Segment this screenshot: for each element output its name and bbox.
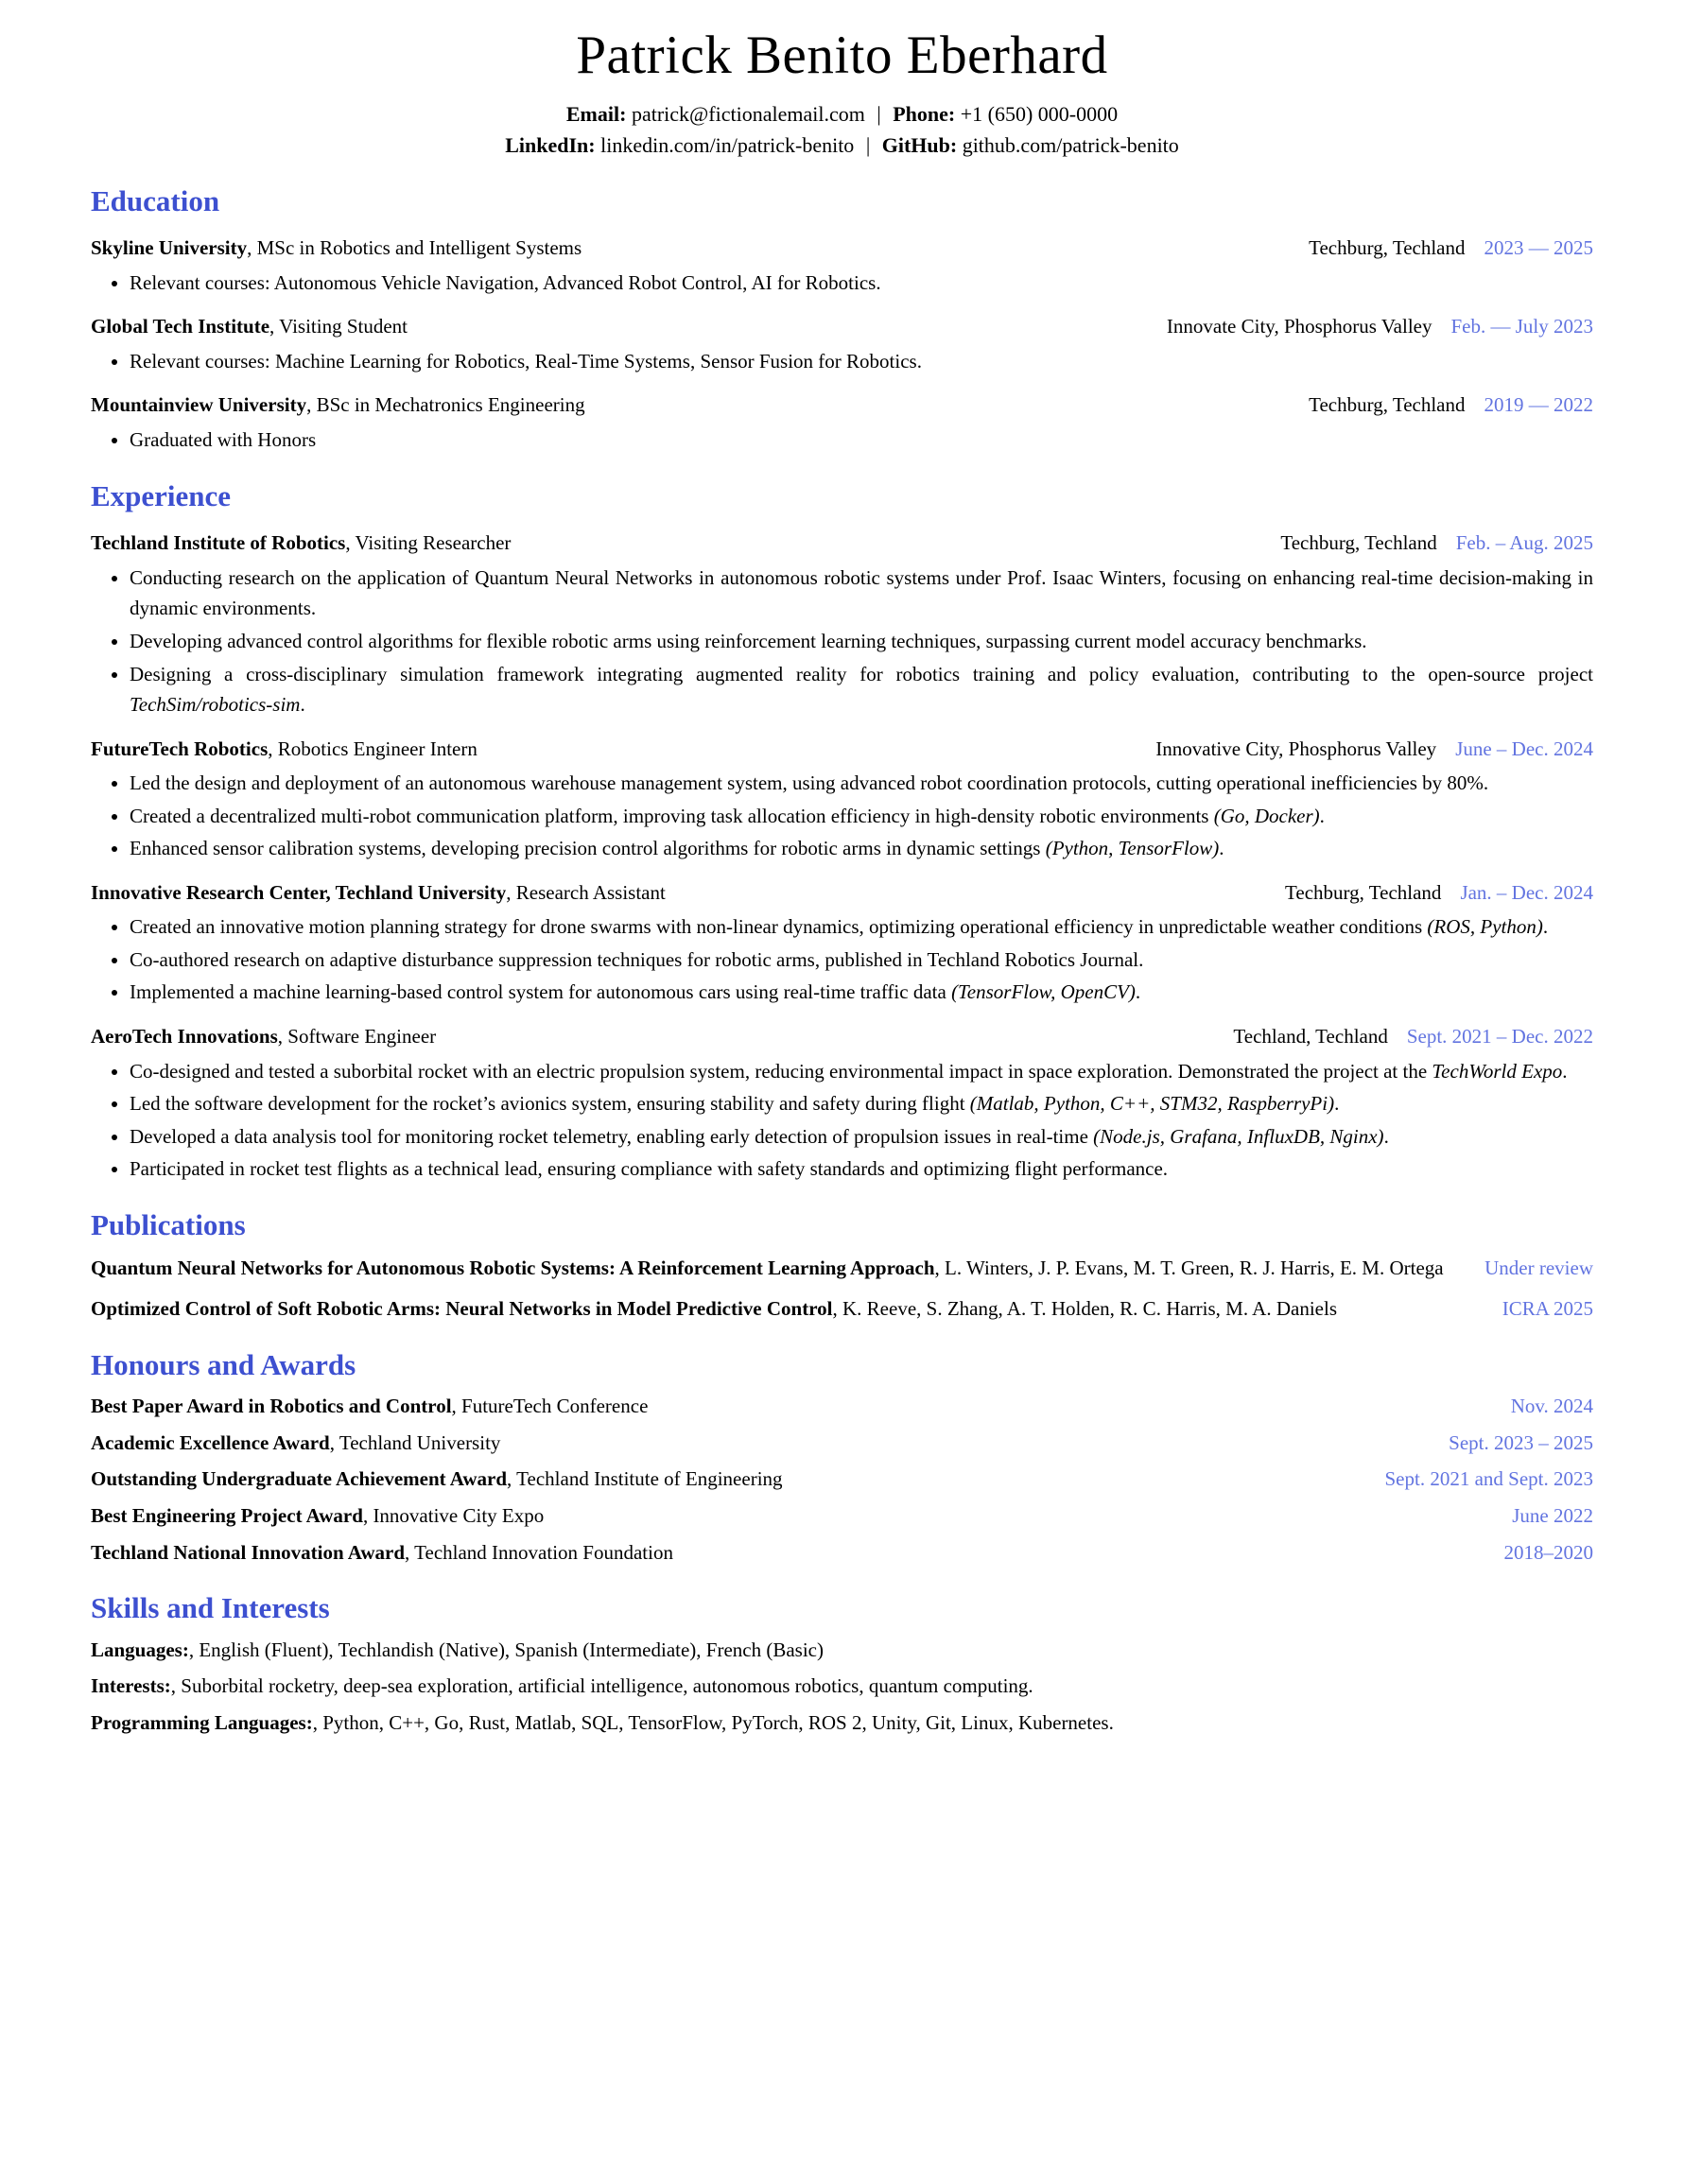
publication-authors: , L. Winters, J. P. Evans, M. T. Green, R. J. Harris, E. M. Ortega xyxy=(934,1257,1444,1280)
role-detail: , Research Assistant xyxy=(506,880,666,904)
section-publications xyxy=(91,1207,1593,1325)
bullet-item: • Designing a cross-disciplinary simulation framework integrating augmented reality for robotics training and policy evaluation, contributing to the open-source project TechSim/robotics-sim. xyxy=(130,659,1593,720)
company-name: FutureTech Robotics xyxy=(91,737,269,760)
award-row xyxy=(91,1464,1593,1495)
experience-entry xyxy=(91,877,1593,1008)
publication-item xyxy=(91,1293,1593,1325)
award-date: Sept. 2021 and Sept. 2023 xyxy=(1384,1467,1593,1491)
award-name: Best Paper Award in Robotics and Control xyxy=(91,1395,452,1418)
institution-name: Global Tech Institute xyxy=(91,315,270,338)
header xyxy=(91,25,1593,161)
award-date: 2018–2020 xyxy=(1503,1540,1593,1564)
institution-name: Mountainview University xyxy=(91,393,307,417)
skills-row-label: Interests: xyxy=(91,1674,171,1698)
section-skills xyxy=(91,1590,1593,1738)
bullet-item: • Created an innovative motion planning strategy for drone swarms with non-linear dynamics, optimizing operational efficiency in unpredictable weather conditions (ROS, Python). xyxy=(130,911,1593,943)
bullet-list xyxy=(91,1056,1593,1185)
publication-text xyxy=(91,1293,1593,1325)
company-name: AeroTech Innovations xyxy=(91,1024,278,1048)
entry-header xyxy=(91,528,1593,559)
bullet-item: • Led the software development for the rocket’s avionics system, ensuring stability and safety during flight (Matlab, Python, C++, STM32, RaspberryPi). xyxy=(130,1088,1593,1119)
entry-meta xyxy=(1167,311,1593,342)
contact-line-2 xyxy=(91,130,1593,161)
location: Innovate City, Phosphorus Valley xyxy=(1166,315,1432,338)
award-name: Outstanding Undergraduate Achievement Award xyxy=(91,1467,508,1491)
section-title-awards: Honours and Awards xyxy=(91,1347,356,1381)
award-name: Techland National Innovation Award xyxy=(91,1540,406,1564)
publication-status: Under review xyxy=(1475,1253,1593,1284)
experience-entry xyxy=(91,734,1593,864)
bullet-item: • Co-designed and tested a suborbital rocket with an electric propulsion system, reducing environmental impact in space exploration. Demonstrated the project at the TechWorld Expo. xyxy=(130,1056,1593,1087)
section-education xyxy=(91,183,1593,456)
award-date: Sept. 2023 – 2025 xyxy=(1449,1430,1593,1454)
section-experience xyxy=(91,478,1593,1185)
publication-title: Optimized Control of Soft Robotic Arms: Neural Networks in Model Predictive Control xyxy=(91,1297,833,1321)
entry-meta xyxy=(1309,390,1593,421)
degree-detail: , Visiting Student xyxy=(269,315,408,338)
location: Techburg, Techland xyxy=(1280,531,1437,555)
entry-header xyxy=(91,233,1593,264)
bullet-list xyxy=(91,425,1593,456)
role-detail: , Robotics Engineer Intern xyxy=(268,737,477,760)
entry-header xyxy=(91,734,1593,765)
award-row xyxy=(91,1537,1593,1569)
bullet-item: • Conducting research on the application of Quantum Neural Networks in autonomous robotic systems under Prof. Isaac Winters, focusing on enhancing real-time decision-making in dynamic environments. xyxy=(130,563,1593,624)
award-org: , Techland Institute of Engineering xyxy=(507,1467,783,1491)
skills-languages-row xyxy=(91,1635,1593,1666)
publication-authors: , K. Reeve, S. Zhang, A. T. Holden, R. C. Harris, M. A. Daniels xyxy=(832,1297,1338,1321)
entry-title xyxy=(91,311,408,342)
skills-row-label: Programming Languages: xyxy=(91,1710,313,1734)
bullet-list xyxy=(91,268,1593,299)
contact-line-1 xyxy=(91,98,1593,130)
linkedin-value: linkedin.com/in/patrick-benito xyxy=(600,132,855,157)
experience-entry xyxy=(91,1021,1593,1185)
skills-programming-row xyxy=(91,1707,1593,1739)
entry-header xyxy=(91,390,1593,421)
award-title xyxy=(91,1464,783,1495)
degree-detail: , MSc in Robotics and Intelligent Systems xyxy=(247,236,582,260)
experience-entry xyxy=(91,528,1593,719)
location: Techburg, Techland xyxy=(1309,393,1466,417)
bullet-item: • Graduated with Honors xyxy=(130,425,1593,456)
phone-value: +1 (650) 000-0000 xyxy=(960,101,1119,126)
skills-row-text: , Python, C++, Go, Rust, Matlab, SQL, TensorFlow, PyTorch, ROS 2, Unity, Git, Linux, Kubernetes. xyxy=(312,1710,1114,1734)
bullet-item: • Relevant courses: Autonomous Vehicle Navigation, Advanced Robot Control, AI for Robotics. xyxy=(130,268,1593,299)
entry-title xyxy=(91,734,477,765)
role-detail: , Visiting Researcher xyxy=(345,531,512,555)
bullet-item: • Developed a data analysis tool for monitoring rocket telemetry, enabling early detection of propulsion issues in real-time (Node.js, Grafana, InfluxDB, Nginx). xyxy=(130,1121,1593,1153)
award-org: , Techland University xyxy=(329,1430,501,1454)
publication-item xyxy=(91,1253,1593,1284)
dates: Feb. — July 2023 xyxy=(1450,315,1593,338)
bullet-list xyxy=(91,768,1593,864)
award-name: Academic Excellence Award xyxy=(91,1430,330,1454)
award-org: , Innovative City Expo xyxy=(362,1503,545,1527)
entry-header xyxy=(91,1021,1593,1052)
skills-row-text: , Suborbital rocketry, deep-sea exploration, artificial intelligence, autonomous robotics, quantum computing. xyxy=(170,1674,1033,1698)
bullet-item: • Implemented a machine learning-based control system for autonomous cars using real-time traffic data (TensorFlow, OpenCV). xyxy=(130,977,1593,1008)
section-title-publications: Publications xyxy=(91,1207,246,1241)
dates: Jan. – Dec. 2024 xyxy=(1460,880,1593,904)
award-row xyxy=(91,1428,1593,1459)
publication-text xyxy=(91,1253,1593,1284)
separator-bar: | xyxy=(877,101,881,126)
award-title xyxy=(91,1428,500,1459)
award-title xyxy=(91,1500,544,1532)
section-title-skills: Skills and Interests xyxy=(91,1591,330,1625)
linkedin-label: LinkedIn: xyxy=(505,132,596,157)
award-date: June 2022 xyxy=(1512,1503,1593,1527)
award-org: , Techland Innovation Foundation xyxy=(405,1540,673,1564)
education-entry xyxy=(91,233,1593,298)
bullet-list xyxy=(91,911,1593,1008)
email-label: Email: xyxy=(565,101,627,126)
publication-title: Quantum Neural Networks for Autonomous Robotic Systems: A Reinforcement Learning Approach xyxy=(91,1257,935,1280)
award-row xyxy=(91,1391,1593,1422)
entry-meta xyxy=(1309,233,1593,264)
location: Techburg, Techland xyxy=(1285,880,1442,904)
award-date: Nov. 2024 xyxy=(1510,1395,1593,1418)
entry-header xyxy=(91,877,1593,909)
award-title xyxy=(91,1391,648,1422)
entry-meta xyxy=(1233,1021,1593,1052)
bullet-item: • Led the design and deployment of an autonomous warehouse management system, using advanced robot coordination protocols, cutting operational inefficiencies by 80%. xyxy=(130,768,1593,799)
award-org: , FutureTech Conference xyxy=(451,1395,649,1418)
education-entry xyxy=(91,311,1593,376)
separator-bar: | xyxy=(865,132,871,157)
dates: Sept. 2021 – Dec. 2022 xyxy=(1406,1024,1593,1048)
bullet-list xyxy=(91,563,1593,720)
entry-title xyxy=(91,1021,436,1052)
person-name: Patrick Benito Eberhard xyxy=(576,26,1108,85)
github-value: github.com/patrick-benito xyxy=(962,132,1179,157)
award-name: Best Engineering Project Award xyxy=(91,1503,363,1527)
entry-title xyxy=(91,528,511,559)
phone-label: Phone: xyxy=(893,101,956,126)
company-name: Innovative Research Center, Techland University xyxy=(91,880,507,904)
bullet-item: • Created a decentralized multi-robot communication platform, improving task allocation efficiency in high-density robotic environments (Go, Docker). xyxy=(130,801,1593,832)
bullet-item: • Developing advanced control algorithms for flexible robotic arms using reinforcement learning techniques, surpassing current model accuracy benchmarks. xyxy=(130,626,1593,657)
award-row xyxy=(91,1500,1593,1532)
entry-meta xyxy=(1155,734,1593,765)
entry-header xyxy=(91,311,1593,342)
entry-meta xyxy=(1285,877,1593,909)
bullet-list xyxy=(91,346,1593,377)
section-awards xyxy=(91,1347,1593,1568)
location: Techland, Techland xyxy=(1233,1024,1388,1048)
dates: 2019 — 2022 xyxy=(1484,393,1593,417)
education-entry xyxy=(91,390,1593,455)
skills-row-label: Languages: xyxy=(91,1638,189,1661)
entry-title xyxy=(91,877,666,909)
dates: June – Dec. 2024 xyxy=(1455,737,1593,760)
location: Techburg, Techland xyxy=(1309,236,1466,260)
skills-interests-row xyxy=(91,1671,1593,1702)
github-label: GitHub: xyxy=(881,132,958,157)
company-name: Techland Institute of Robotics xyxy=(91,531,346,555)
bullet-item: • Enhanced sensor calibration systems, developing precision control algorithms for robotic arms in dynamic settings (Python, TensorFlow). xyxy=(130,833,1593,864)
dates: 2023 — 2025 xyxy=(1484,236,1593,260)
publication-status: ICRA 2025 xyxy=(1493,1293,1593,1325)
entry-title xyxy=(91,233,582,264)
dates: Feb. – Aug. 2025 xyxy=(1455,531,1593,555)
entry-meta xyxy=(1280,528,1593,559)
entry-title xyxy=(91,390,585,421)
bullet-item: • Relevant courses: Machine Learning for Robotics, Real-Time Systems, Sensor Fusion for Robotics. xyxy=(130,346,1593,377)
award-title xyxy=(91,1537,673,1569)
section-title-experience: Experience xyxy=(91,478,232,512)
bullet-item: • Participated in rocket test flights as a technical lead, ensuring compliance with safety standards and optimizing flight performance. xyxy=(130,1153,1593,1185)
email-value: patrick@fictionalemail.com xyxy=(631,101,865,126)
degree-detail: , BSc in Mechatronics Engineering xyxy=(306,393,585,417)
institution-name: Skyline University xyxy=(91,236,248,260)
location: Innovative City, Phosphorus Valley xyxy=(1155,737,1437,760)
skills-row-text: , English (Fluent), Techlandish (Native), Spanish (Intermediate), French (Basic) xyxy=(188,1638,824,1661)
role-detail: , Software Engineer xyxy=(277,1024,437,1048)
section-title-education: Education xyxy=(91,183,220,217)
bullet-item: • Co-authored research on adaptive disturbance suppression techniques for robotic arms, published in Techland Robotics Journal. xyxy=(130,945,1593,976)
